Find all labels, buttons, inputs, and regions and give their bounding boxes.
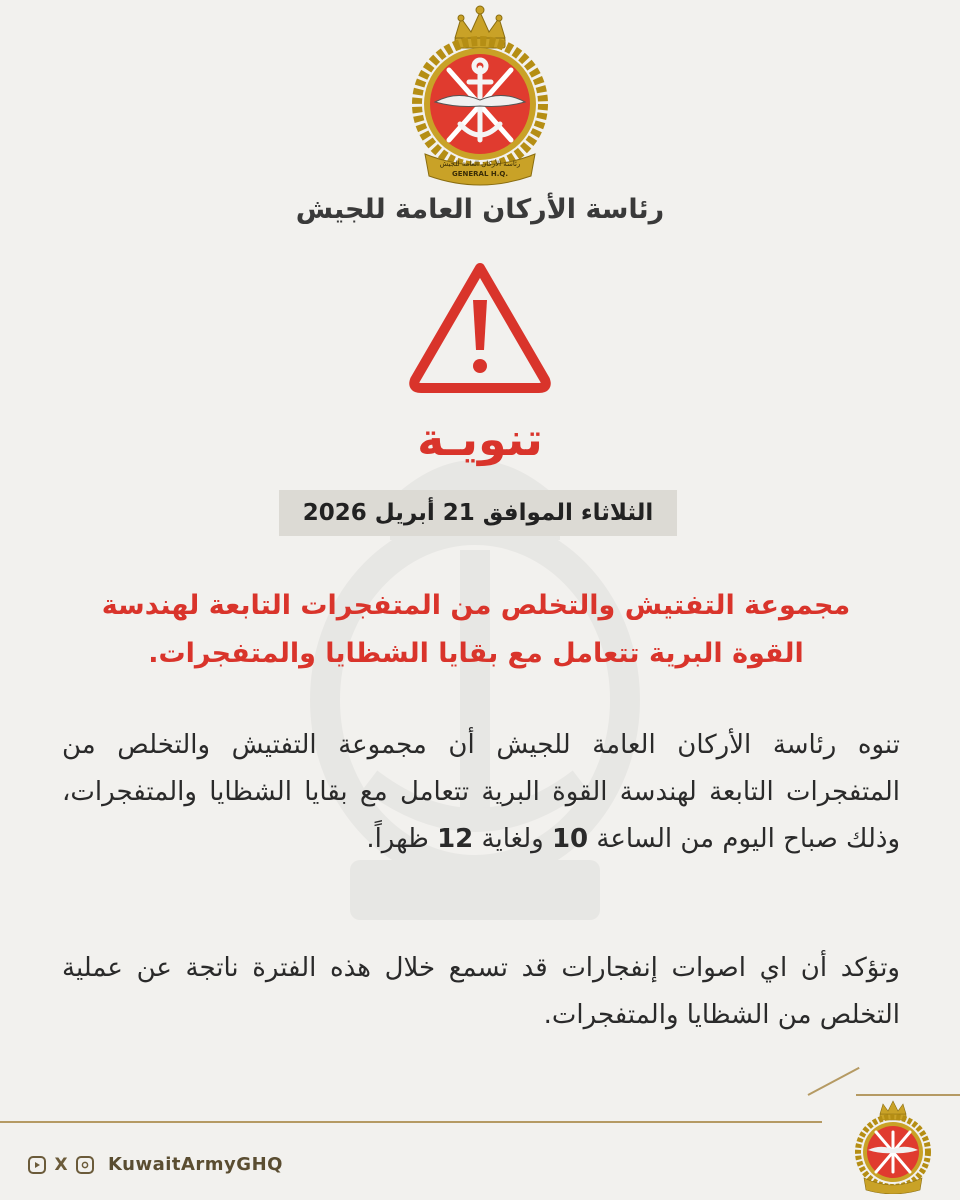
x-icon[interactable]: X [54,1154,68,1175]
instagram-icon[interactable] [76,1156,94,1174]
headline-line-2: القوة البرية تتعامل مع بقايا الشظايا والمتفجرات. [148,638,804,669]
emblem-banner-english: GENERAL H.Q. [452,170,508,178]
footer-divider-slant [808,1067,860,1096]
date-text: الثلاثاء الموافق 21 أبريل 2026 [302,500,654,526]
footer-emblem [852,1098,934,1194]
body-p1-part-b: ولغاية [481,824,544,854]
youtube-icon[interactable] [28,1156,46,1174]
notice-title: تنويـة [417,412,543,466]
headline-line-1: مجموعة التفتيش والتخلص من المتفجرات التابعة لهندسة [101,590,851,621]
hour-to: 12 [437,824,474,854]
headline [70,582,882,678]
hour-from: 10 [551,824,589,854]
warning-triangle-icon [405,258,555,396]
general-hq-emblem [405,4,555,186]
footer-divider-top [856,1094,960,1096]
body-paragraph-2: وتؤكد أن اي اصوات إنفجارات قد تسمع خلال هذه الفترة ناتجة عن عملية التخلص من الشظايا والمتفجرات. [62,953,900,1030]
social-links [28,1154,283,1175]
date-badge [279,490,677,536]
organization-title: رئاسة الأركان العامة للجيش [295,194,665,225]
body-p1-part-c: ظهراً. [366,824,429,854]
social-handle[interactable]: KuwaitArmyGHQ [108,1154,283,1175]
body-paragraph-1 [62,722,900,863]
body-p1-part-a: تنوه رئاسة الأركان العامة للجيش أن مجموعة التفتيش والتخلص من المتفجرات التابعة لهندسة القوة البرية تتعامل مع بقايا الشظايا والمتفجرات، وذلك صباح اليوم من الساعة [62,730,900,854]
footer-divider [0,1121,822,1123]
emblem-banner-arabic: رئاسة الأركان العامة للجيش [439,160,521,168]
